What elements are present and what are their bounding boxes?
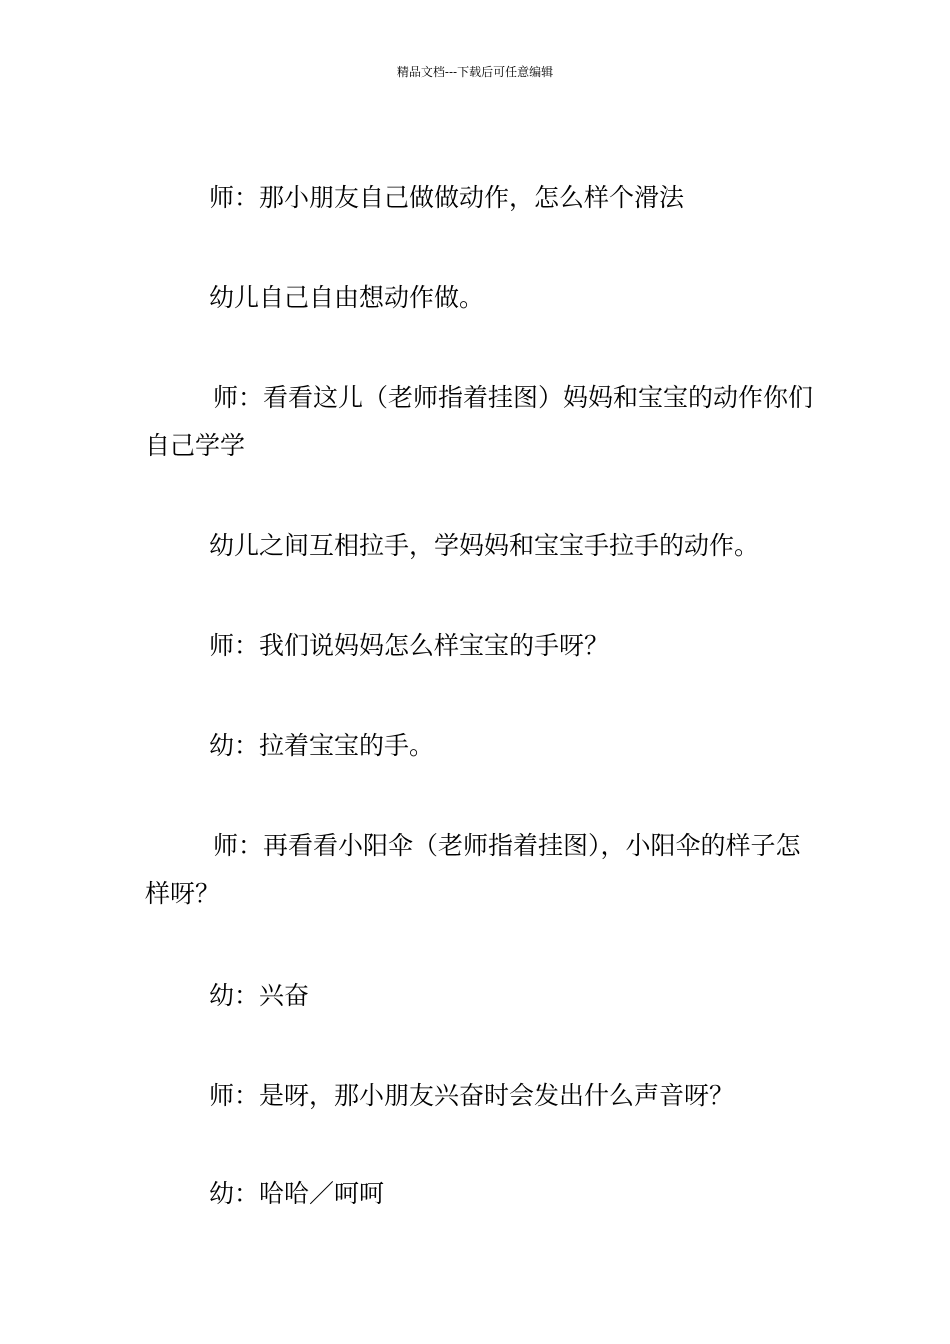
paragraph-2: 幼儿自己自由想动作做。 xyxy=(209,283,485,312)
paragraph-6: 幼：拉着宝宝的手。 xyxy=(209,731,435,760)
paragraph-8: 幼：兴奋 xyxy=(209,981,310,1010)
paragraph-7: 师：再看看小阳伞（老师指着挂图），小阳伞的样子怎样呀？ xyxy=(145,831,801,908)
paragraph-3: 师：看看这儿（老师指着挂图）妈妈和宝宝的动作你们自己学学 xyxy=(145,383,814,460)
paragraph-5: 师：我们说妈妈怎么样宝宝的手呀？ xyxy=(209,631,610,660)
page-header: 精品文档---下载后可任意编辑 xyxy=(396,65,554,79)
paragraph-9: 师：是呀，那小朋友兴奋时会发出什么声音呀？ xyxy=(209,1081,735,1110)
paragraph-1: 师：那小朋友自己做做动作，怎么样个滑法 xyxy=(209,183,685,212)
paragraph-10: 幼：哈哈／呵呵 xyxy=(209,1179,385,1208)
paragraph-4: 幼儿之间互相拉手，学妈妈和宝宝手拉手的动作。 xyxy=(209,531,760,560)
